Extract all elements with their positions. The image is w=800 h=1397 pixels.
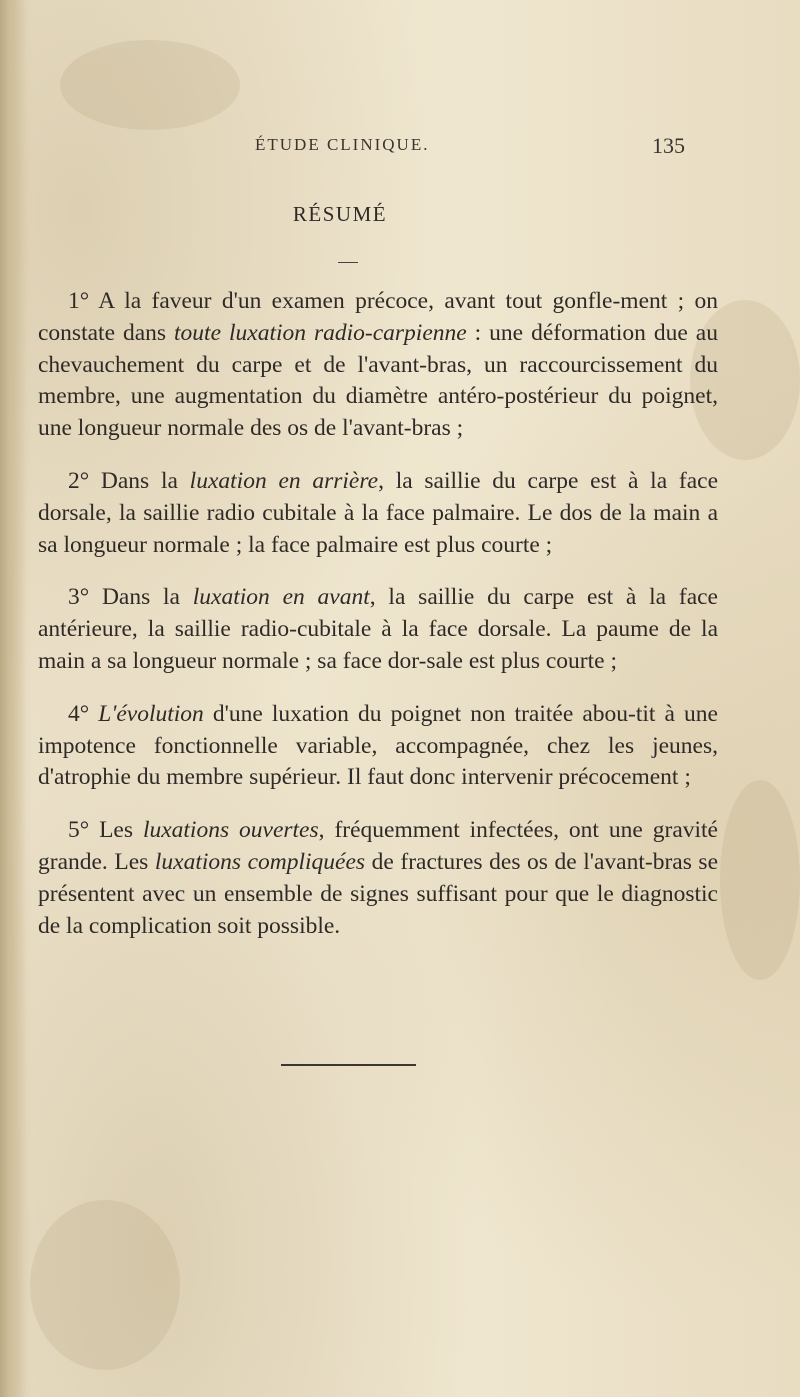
paragraph-number: 1° [68,288,99,314]
paragraph-text: , la saillie du carpe est à la face dorsale, la saillie radio cubitale à la face palmaire. Le dos de la main a sa longueur normale ; la face palmaire est plus courte ; [38,467,719,558]
paragraph-text: , la saillie du carpe est à la face antérieure, la saillie radio-cubitale à la face dorsale. La paume de la main a sa longueur normale ; sa face dor-sale est plus courte ; [38,584,718,674]
paragraph-text: Les [99,817,143,844]
paragraph-number: 5° [68,817,100,844]
paragraph-3 [38,582,718,677]
paragraph-text: A la faveur d'un examen précoce, avant tout gonfle-ment ; on constate dans [38,288,718,346]
paragraph-text: Dans la [100,467,190,494]
paragraph-text: de fractures des os de l'avant-bras se présentent avec un ensemble de signes suffisant pour que le diagnostic de la complication soit possible. [38,848,718,939]
paragraph-number: 4° [68,700,99,727]
paragraph-text: : une déformation due au chevauchement du carpe et de l'avant-bras, un raccourcissement du membre, une augmentation du diamètre antéro-postérieur du poignet, une longueur normale des os de l'avant-bras ; [38,319,718,442]
paragraph-4 [38,699,718,794]
paragraph-text: , fréquemment infectées, ont une gravité grande. Les [38,817,718,875]
paper-stain [720,780,800,980]
paragraph-text: d'une luxation du poignet non traitée abou-tit à une impotence fonctionnelle variable, accompagnée, chez les jeunes, d'atrophie du membre supérieur. Il faut donc intervenir précocement ; [38,700,718,791]
paragraph-2 [38,466,718,561]
italic-term: toute luxation radio-carpienne [174,319,467,346]
italic-term: luxations compliquées [154,848,366,875]
paragraph-number: 3° [68,584,102,611]
italic-term: luxation en arrière [189,467,379,494]
paragraph-number: 2° [68,467,101,494]
paragraph-1 [38,286,718,445]
end-rule [281,1064,416,1066]
paragraph-5 [38,815,718,942]
running-head: ÉTUDE CLINIQUE. [255,135,430,154]
page-header [255,135,685,165]
paper-stain [30,1200,180,1370]
page-number: 135 [652,133,685,158]
italic-term: L'évolution [98,700,204,727]
italic-term: luxations ouvertes [142,817,319,844]
paragraph-text: Dans la [101,584,193,611]
paper-stain [60,40,240,130]
title-rule [338,262,358,263]
section-title: RÉSUMÉ [292,202,388,226]
body-text [38,286,718,963]
italic-term: luxation en avant [192,584,370,611]
